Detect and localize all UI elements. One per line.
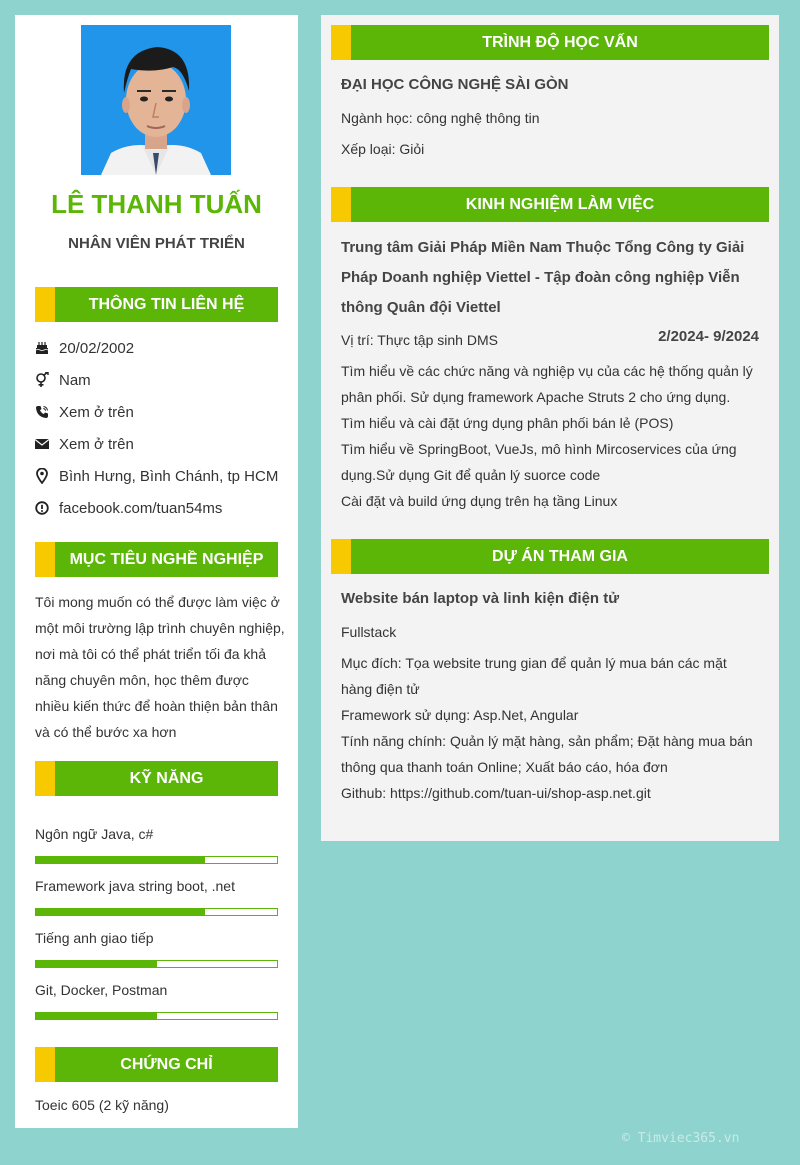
project-details (341, 650, 761, 806)
work-period: 2/2024- 9/2024 (658, 328, 759, 345)
skill-item (35, 826, 278, 864)
contact-email (35, 434, 134, 454)
experience-detail-line: Tìm hiểu về các chức năng và nghiệp vụ của các hệ thống quản lý phân phối. Sử dụng framework Apache Struts 2 cho ứng dụng. (341, 363, 753, 405)
profile-photo (81, 25, 231, 175)
header-accent-bar (35, 542, 55, 577)
experience-section-header (331, 187, 769, 222)
envelope-icon (35, 437, 49, 451)
job-role: Vị trí: Thực tập sinh DMS (341, 332, 498, 348)
projects-section-header (331, 539, 769, 574)
watermark: © Timviec365.vn (622, 1131, 740, 1146)
school-name: ĐẠI HỌC CÔNG NGHỆ SÀI GÒN (341, 76, 569, 93)
info-circle-icon (35, 501, 49, 515)
contact-birthday (35, 338, 134, 358)
project-github-link[interactable]: Github: https://github.com/tuan-ui/shop-asp.net.git (341, 785, 651, 801)
left-sidebar (15, 15, 298, 1128)
birthday-text: 20/02/2002 (59, 339, 135, 357)
project-role: Fullstack (341, 624, 397, 640)
project-name: Website bán laptop và linh kiện điện tử (341, 590, 620, 607)
skill-progress-bar (35, 856, 278, 864)
header-accent-bar (35, 287, 55, 322)
skill-progress-fill (36, 1013, 157, 1019)
contact-section-header (35, 287, 278, 322)
portrait-illustration (81, 25, 231, 175)
skills-section-title: KỸ NĂNG (55, 761, 278, 796)
education-section-title: TRÌNH ĐỘ HỌC VẤN (351, 25, 769, 60)
projects-section-title: DỰ ÁN THAM GIA (351, 539, 769, 574)
skill-progress-fill (36, 857, 205, 863)
phone-text: Xem ở trên (59, 403, 134, 421)
main-content (321, 15, 779, 841)
phone-icon (35, 405, 49, 419)
project-detail-line: Framework sử dụng: Asp.Net, Angular (341, 707, 579, 723)
contact-phone (35, 402, 134, 422)
skill-label: Git, Docker, Postman (35, 982, 168, 998)
project-detail-line: Tính năng chính: Quản lý mặt hàng, sản phẩm; Đặt hàng mua bán thông qua thanh toán Online; Xuất báo cáo, hóa đơn (341, 733, 753, 775)
objective-section-title: MỤC TIÊU NGHỀ NGHIỆP (55, 542, 278, 577)
certificate-item: Toeic 605 (2 kỹ năng) (35, 1097, 169, 1113)
project-detail-line: Mục đích: Tọa website trung gian để quản lý mua bán các mặt hàng điện tử (341, 655, 727, 697)
skill-item (35, 930, 278, 968)
education-section-header (331, 25, 769, 60)
birthday-cake-icon (35, 341, 49, 355)
header-accent-bar (331, 25, 351, 60)
header-accent-bar (331, 539, 351, 574)
header-accent-bar (35, 761, 55, 796)
experience-detail-line: Tìm hiểu về SpringBoot, VueJs, mô hình Mircoservices của ứng dụng.Sử dụng Git để quản lý suorce code (341, 441, 737, 483)
experience-section-title: KINH NGHIỆM LÀM VIỆC (351, 187, 769, 222)
gender-text: Nam (59, 371, 91, 389)
header-accent-bar (35, 1047, 55, 1082)
company-name: Trung tâm Giải Pháp Miền Nam Thuộc Tổng Công ty Giải Pháp Doanh nghiệp Viettel - Tập đoàn công nghiệp Viễn thông Quân đội Viettel (341, 239, 745, 316)
skill-progress-fill (36, 961, 157, 967)
skill-progress-fill (36, 909, 205, 915)
email-text: Xem ở trên (59, 435, 134, 453)
skill-item (35, 878, 278, 916)
candidate-name: LÊ THANH TUẤN (51, 189, 262, 219)
objective-section-header (35, 542, 278, 577)
contact-section-title: THÔNG TIN LIÊN HỆ (55, 287, 278, 322)
header-accent-bar (331, 187, 351, 222)
objective-text: Tôi mong muốn có thể được làm việc ở một môi trường lập trình chuyên nghiệp, nơi mà tôi có thể phát triển tối đa khả năng chuyên môn, học thêm được nhiều kiến thức để hoàn thiện bản thân và có thể bước xa hơn (35, 594, 285, 740)
skill-progress-bar (35, 960, 278, 968)
map-pin-icon (35, 469, 49, 483)
certificates-section-header (35, 1047, 278, 1082)
facebook-link[interactable]: facebook.com/tuan54ms (59, 499, 223, 517)
skill-progress-bar (35, 908, 278, 916)
skill-label: Ngôn ngữ Java, c# (35, 826, 154, 842)
contact-facebook[interactable] (35, 498, 222, 518)
job-position: NHÂN VIÊN PHÁT TRIỂN (68, 235, 245, 252)
skill-label: Framework java string boot, .net (35, 878, 235, 894)
contact-address (35, 466, 278, 486)
skill-item (35, 982, 278, 1020)
contact-gender (35, 370, 91, 390)
education-major: Ngành học: công nghệ thông tin (341, 110, 540, 126)
skills-section-header (35, 761, 278, 796)
education-grade: Xếp loại: Giỏi (341, 141, 425, 157)
certificates-section-title: CHỨNG CHỈ (55, 1047, 278, 1082)
skill-label: Tiếng anh giao tiếp (35, 930, 154, 946)
skill-progress-bar (35, 1012, 278, 1020)
gender-icon (35, 373, 49, 387)
experience-details (341, 358, 761, 514)
address-text: Bình Hưng, Bình Chánh, tp HCM (59, 467, 279, 485)
experience-detail-line: Cài đặt và build ứng dụng trên hạ tầng Linux (341, 493, 618, 509)
experience-detail-line: Tìm hiểu và cài đặt ứng dụng phân phối bán lẻ (POS) (341, 415, 674, 431)
